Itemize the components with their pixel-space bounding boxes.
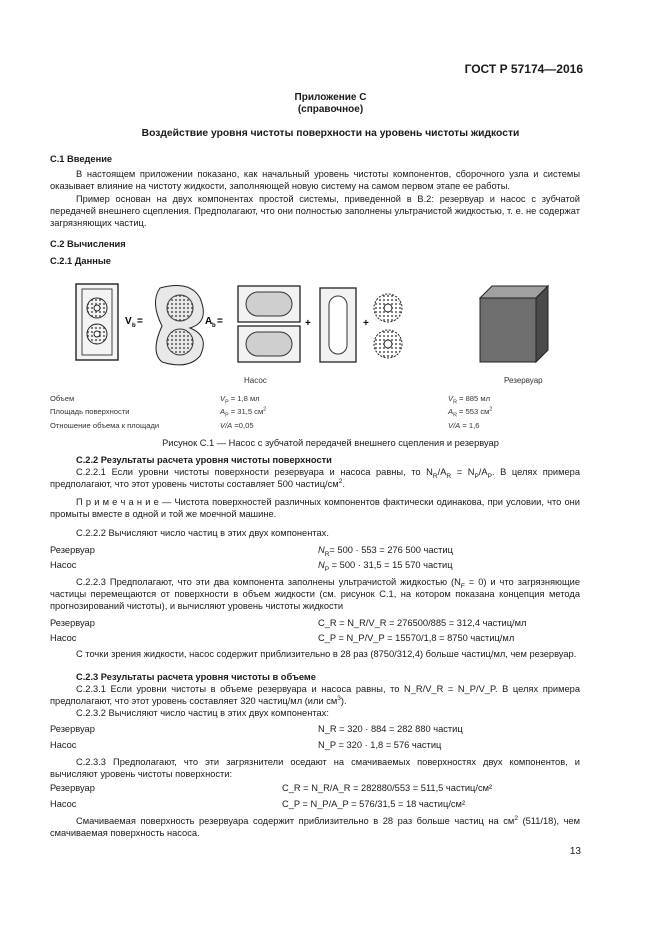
ab-equals: = — [217, 316, 223, 327]
vb-subscript: b — [132, 323, 136, 329]
calc-2-2-pump: Насос $N_P = 500 \cdot 31,5 = 15$ 570 частиц — [50, 560, 453, 573]
calc-2-3-3-reservoir: Резервуар C_R = N_R/A_R = 282880/553 = 511,5 частиц/см² — [50, 783, 493, 793]
calc-2-3-3-pump: Насос C_P = N_P/A_P = 576/31,5 = 18 частиц/см² — [50, 799, 466, 809]
vb-symbol: V — [125, 316, 132, 327]
reservoir-label: Резервуар — [504, 376, 543, 385]
reservoir-cube-illustration — [480, 286, 548, 362]
calc-2-3-pump: Насос N_P = 320 · 1,8 = 576 частиц — [50, 740, 442, 750]
para-2-2-3: С.2.2.3 Предполагают, что эти два компонента заполнены ультрачистой жидкостью $(N_F = 0)$ и что загрязняющие частицы перемещаются от поверхности в объем жидкости (см. рисунок С.1, на котором показана концепция метода прогнозирований чистоты), и вычисляют уровень чистоты жидкости — [50, 577, 581, 612]
appendix-title: Приложение С — [294, 92, 367, 103]
plus-2: + — [363, 318, 369, 329]
calc-2-2-3-reservoir: Резервуар C_R = N_R/V_R = 276500/885 = 312,4 частиц/мл — [50, 618, 527, 628]
para-2-3-1: С.2.3.1 Если уровни чистоты в объеме резервуара и насоса равны, то N_R/V_R = N_P/V_P. В целях примера предполагают, что этот уровень составляет 320 частиц/мл (или $см^3$). — [50, 684, 580, 707]
figure-caption: Рисунок С.1 — Насос с зубчатой передачей внешнего сцепления и резервуар — [162, 438, 499, 448]
para-2-3-2: С.2.3.2 Вычисляют число частиц в этих двух компонентах: — [76, 708, 329, 718]
plus-1: + — [305, 318, 311, 329]
ab-symbol: A — [205, 316, 213, 327]
calc-2-2-3-pump: Насос C_P = N_P/V_P = 15570/1,8 = 8750 частиц/мл — [50, 633, 515, 643]
pump-plates-illustration — [238, 286, 300, 362]
section-2-heading: С.2 Вычисления — [50, 239, 126, 249]
para-2-2-conclusion: С точки зрения жидкости, насос содержит приблизительно в 28 раз (8750/312,4) больше частиц/мл, чем резервуар. — [76, 649, 577, 659]
section-1-paragraph-1: В настоящем приложении показано, как начальный уровень чистоты компонентов, сборочного узла и системы оказывает влияние на чистоту жидкости, заполняющей новую систему на самом первом этапе ее работы. — [50, 169, 580, 192]
section-1-paragraph-2: Пример основан на двух компонентах простой системы, приведенной в В.2: резервуар и насос с зубчатой передачей внешнего сцепления. Предполагают, что они полностью заполнены ультрачистой жидкостью, т. е. не содержат загрязняющих частиц. — [50, 194, 580, 229]
para-2-3-conclusion: Смачиваемая поверхность резервуара содержит приблизительно в 28 раз больше частиц на $см^2$ (511/18), чем смачиваемая поверхность насоса. — [50, 814, 580, 839]
appendix-subtitle: (справочное) — [297, 104, 364, 115]
main-title: Воздействие уровня чистоты поверхности на уровень чистоты жидкости — [141, 128, 520, 139]
calc-2-2-reservoir: Резервуар $N_R= 500 \cdot 553 = 276$ 500 частиц — [50, 545, 453, 558]
section-2-3-heading: С.2.3 Результаты расчета уровня чистоты в объеме — [76, 672, 316, 682]
row-volume-name: Объем — [50, 394, 75, 403]
section-2-1-heading: С.2.1 Данные — [50, 256, 111, 266]
figure-pump-reservoir — [70, 278, 570, 378]
pump-volume-illustration — [155, 286, 203, 365]
row-area-name: Площадь поверхности — [50, 407, 130, 416]
vb-equals: = — [137, 316, 143, 327]
row-ratio-name: Отношение объема к площади — [50, 421, 160, 430]
document-code: ГОСТ Р 57174—2016 — [464, 62, 583, 76]
para-2-2-2: С.2.2.2 Вычисляют число частиц в этих двух компонентах. — [76, 528, 329, 538]
note: П р и м е ч а н и е — Чистота поверхностей различных компонентов фактически одинакова, при условии, что они промыты вместе в одной и той же моечной машине. — [50, 497, 580, 520]
calc-2-3-reservoir: Резервуар N_R = 320 · 884 = 282 880 частиц — [50, 724, 463, 734]
pump-label: Насос — [244, 376, 267, 385]
section-2-2-heading: С.2.2 Результаты расчета уровня чистоты поверхности — [76, 455, 332, 465]
pump-housing-illustration — [76, 284, 118, 360]
ab-subscript: b — [212, 323, 216, 329]
pump-frame-illustration — [320, 288, 356, 362]
gears-illustration — [374, 294, 402, 358]
para-2-2-1: С.2.2.1 Если уровни чистоты поверхности резервуара и насоса равны, то $N_R/A_R = N_P/A_P$. В целях примера предполагают, что этот уровень чистоты составляет 500 частиц/$см^2$. — [50, 467, 580, 490]
page-number: 13 — [569, 846, 581, 857]
para-2-3-3: С.2.3.3 Предполагают, что эти загрязнители оседают на смачиваемых поверхностях двух компонентов, и вычисляют уровень чистоты поверхности: — [50, 757, 580, 780]
section-1-heading: С.1 Введение — [50, 154, 113, 164]
